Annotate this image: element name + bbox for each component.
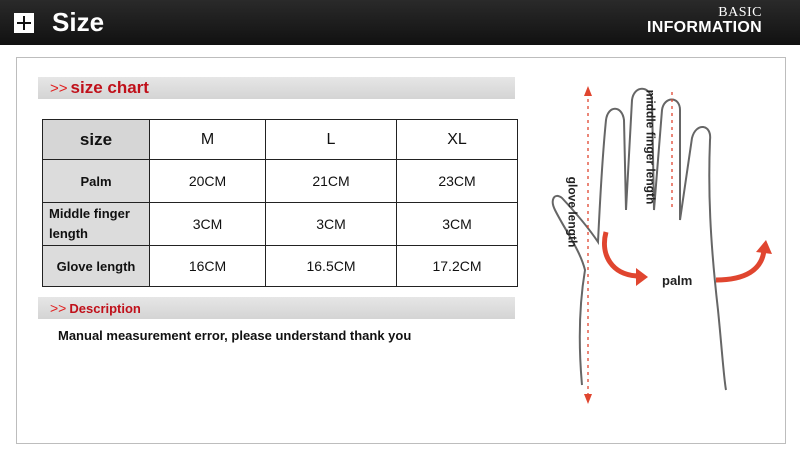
middle-finger-length-label: middle finger length xyxy=(643,89,658,205)
row-label-glove-length: Glove length xyxy=(43,246,150,287)
hand-diagram xyxy=(540,80,780,430)
size-chart-section-bar xyxy=(38,77,515,99)
column-header-m: M xyxy=(150,120,266,160)
arrow-up-icon xyxy=(584,86,592,96)
table-row xyxy=(43,160,518,203)
table-cell: 3CM xyxy=(266,203,397,246)
description-heading: Description xyxy=(69,300,141,316)
header-basic-label: BASIC xyxy=(718,5,762,20)
description-section-bar xyxy=(38,297,515,319)
table-cell: 21CM xyxy=(266,160,397,203)
column-header-l: L xyxy=(266,120,397,160)
row-label-middle-finger: Middle finger length xyxy=(43,203,150,246)
table-cell: 23CM xyxy=(397,160,518,203)
table-cell: 16.5CM xyxy=(266,246,397,287)
glove-length-label: glove length xyxy=(565,176,580,248)
size-table xyxy=(42,119,518,287)
palm-arrow-left-head xyxy=(636,268,648,286)
double-chevron-icon: >> xyxy=(50,300,67,316)
column-header-xl: XL xyxy=(397,120,518,160)
arrow-down-icon xyxy=(584,394,592,404)
header-information-label: INFORMATION xyxy=(647,19,762,36)
double-chevron-icon: >> xyxy=(50,79,68,97)
table-cell: 17.2CM xyxy=(397,246,518,287)
table-row xyxy=(43,203,518,246)
palm-arrow-left xyxy=(604,232,638,276)
plus-icon xyxy=(14,13,34,33)
table-cell: 16CM xyxy=(150,246,266,287)
size-chart-heading: size chart xyxy=(70,78,149,97)
palm-arrow-right-head xyxy=(756,240,772,254)
table-cell: 3CM xyxy=(150,203,266,246)
table-cell: 3CM xyxy=(397,203,518,246)
table-header-row xyxy=(43,120,518,160)
header-bar xyxy=(0,0,800,45)
table-corner-cell: size xyxy=(43,120,150,160)
description-text: Manual measurement error, please understand thank you xyxy=(58,328,412,343)
page-title: Size xyxy=(52,7,105,37)
palm-arrow-right xyxy=(716,250,764,280)
row-label-palm: Palm xyxy=(43,160,150,203)
palm-label: palm xyxy=(662,273,693,288)
table-row xyxy=(43,246,518,287)
table-cell: 20CM xyxy=(150,160,266,203)
